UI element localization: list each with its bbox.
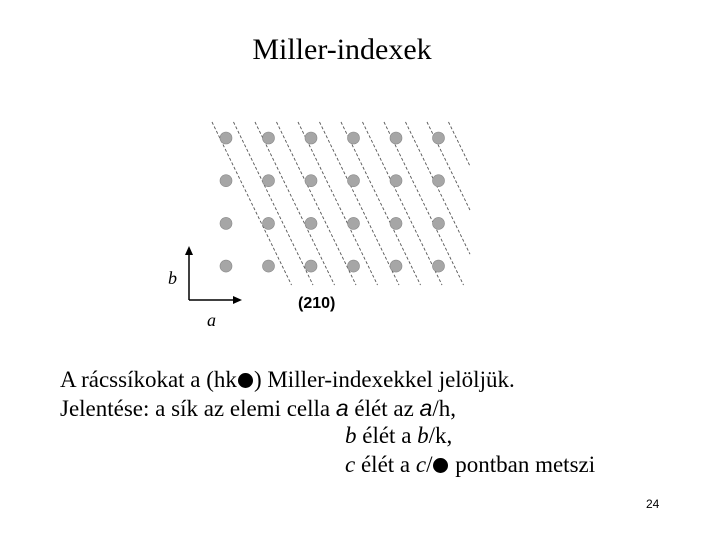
lattice-point	[348, 260, 360, 272]
line4-suffix: pontban metszi	[449, 452, 596, 477]
axes	[185, 246, 242, 304]
lattice-point	[348, 217, 360, 229]
line2-a-var: a	[335, 395, 349, 421]
line4-c-var: c	[345, 452, 356, 477]
lattice-point	[348, 175, 360, 187]
lattice-point	[305, 217, 317, 229]
line3-b-var: b	[345, 423, 357, 448]
bullet-l-symbol-2	[433, 458, 448, 473]
plane-line	[277, 122, 357, 285]
plane-line	[363, 122, 443, 285]
b-axis-arrowhead	[185, 246, 193, 255]
lattice-point	[390, 132, 402, 144]
lattice-point	[390, 260, 402, 272]
lattice-planes	[212, 122, 470, 285]
lattice-point	[263, 217, 275, 229]
lattice-point	[220, 217, 232, 229]
plane-line	[449, 122, 471, 166]
bullet-l-symbol	[238, 373, 253, 388]
a-axis-label: a	[207, 310, 216, 330]
plane-line	[320, 122, 400, 285]
line3-b-var-2: b	[417, 423, 429, 448]
line2-suffix: /h,	[432, 396, 456, 421]
lattice-point	[433, 175, 445, 187]
line4-c-var-2: c	[415, 452, 427, 477]
slide-title: Miller-indexek	[252, 33, 432, 66]
lattice-point	[305, 175, 317, 187]
lattice-point	[263, 175, 275, 187]
lattice-point	[220, 132, 232, 144]
lattice-point	[220, 260, 232, 272]
plane-line	[234, 122, 314, 285]
lattice-point	[390, 175, 402, 187]
b-axis-label: b	[168, 268, 177, 288]
line4-slash: /	[426, 452, 433, 477]
line4-mid: élét a	[355, 452, 416, 477]
line2-a-var-2: a	[419, 395, 433, 421]
lattice-point	[390, 217, 402, 229]
plane-label: (210)	[298, 295, 336, 312]
lattice-point	[263, 132, 275, 144]
lattice-point	[305, 132, 317, 144]
body-line-4	[345, 451, 595, 479]
lattice-point	[348, 132, 360, 144]
line3-mid: élét a	[356, 423, 418, 448]
lattice-point	[433, 260, 445, 272]
body-line-1	[60, 366, 515, 394]
line1-text-after: ) Miller-indexekkel jelöljük.	[253, 367, 515, 392]
lattice-point	[305, 260, 317, 272]
body-line-3	[345, 422, 452, 450]
line1-text-before: A rácssíkokat a (hk	[60, 367, 237, 392]
line2-prefix: Jelentése: a sík az elemi cella	[60, 396, 336, 421]
lattice-point	[220, 175, 232, 187]
a-axis-arrowhead	[233, 296, 242, 304]
lattice-point	[263, 260, 275, 272]
lattice-point	[433, 217, 445, 229]
body-line-2	[60, 394, 456, 423]
lattice-point	[433, 132, 445, 144]
lattice-points	[220, 132, 445, 272]
line2-mid: élét az	[348, 396, 420, 421]
line3-suffix: /k,	[428, 423, 453, 448]
page-number: 24	[646, 497, 660, 511]
